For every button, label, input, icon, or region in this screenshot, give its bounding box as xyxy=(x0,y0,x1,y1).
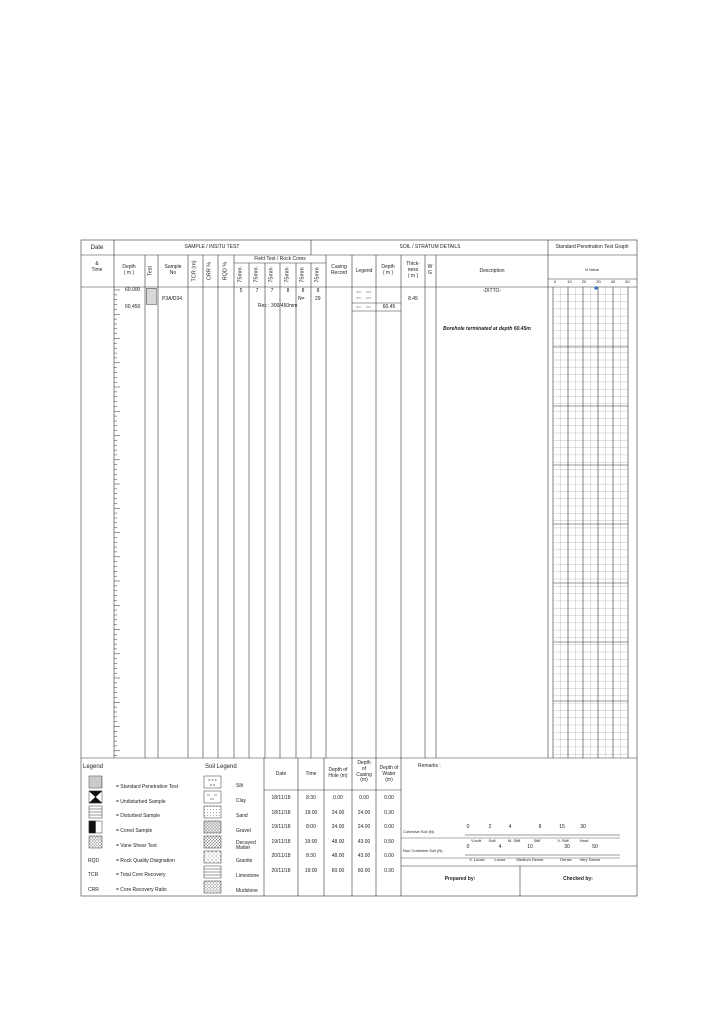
water-header-casing-depth: Depth of Casing (m) xyxy=(356,760,372,784)
undisturbed-sample-icon xyxy=(89,791,102,803)
water-header-time: Time xyxy=(305,771,317,777)
soil-legend-label: Decayed Matter xyxy=(236,840,256,851)
header-spt-graph: Standard Penetration Test Graph xyxy=(555,244,629,250)
soil-legend-label: Silt xyxy=(236,783,243,789)
legend-item-label: = Standard Penetration Test xyxy=(116,784,179,790)
cohesive-tick: 30 xyxy=(580,824,586,830)
water-table-cell: 20/11/18 xyxy=(271,853,291,859)
water-table-cell: 60.00 xyxy=(331,867,345,874)
water-table-cell: 48.00 xyxy=(331,853,345,859)
subheader-depth: Depth ( m ) xyxy=(122,264,136,276)
legend-item-label: = Vane Shear Test xyxy=(116,842,157,849)
log-blow-3: 7 xyxy=(270,288,274,294)
noncohesive-tick: 0 xyxy=(466,844,470,850)
cohesive-term: M. Stiff xyxy=(507,838,521,843)
header-date: Date xyxy=(90,245,104,251)
soil-legend-label: Granite xyxy=(236,858,253,864)
cored-sample-icon xyxy=(89,821,102,833)
water-table-cell: 20/11/18 xyxy=(271,867,291,874)
legend-item-label: = Cored Sample xyxy=(116,828,153,835)
granite-icon xyxy=(204,851,221,863)
decayed-matter-icon xyxy=(204,836,221,848)
graph-tick-label: 30 xyxy=(596,279,601,284)
subheader-tcr: TCR (m) xyxy=(191,260,198,282)
water-table-cell: 8:30 xyxy=(306,853,316,859)
noncohesive-tick: 50 xyxy=(592,844,598,850)
subheader-time: & Time xyxy=(91,261,103,273)
water-table-cell: 0.00 xyxy=(384,824,394,830)
header-sample-insitu: SAMPLE / INSITU TEST xyxy=(184,244,240,250)
log-depth-top: 60.000 xyxy=(125,287,141,293)
subheader-rqd: RQD % xyxy=(222,261,229,281)
graph-tick-label: 20 xyxy=(581,279,587,284)
cohesive-tick: 4 xyxy=(508,824,512,830)
graph-tick-label: 0 xyxy=(553,279,557,284)
stratum-legend-icon xyxy=(353,288,376,303)
noncohesive-tick: 4 xyxy=(498,844,502,850)
subheader-casing-record: Casing Record xyxy=(330,264,348,276)
noncohesive-term: Dense xyxy=(560,857,572,862)
subheader-blow-col-5: 75mm xyxy=(299,267,306,283)
water-table-cell: 43.00 xyxy=(357,853,371,859)
legend-abbr: TCR xyxy=(88,872,99,879)
subheader-thickness: Thick- ness ( m ) xyxy=(406,261,420,279)
water-table-cell: 60.00 xyxy=(357,867,371,874)
cohesive-term: Hard xyxy=(579,838,589,843)
subheader-blow-col-1: 75mm xyxy=(237,267,244,283)
water-table-cell: 19/11/18 xyxy=(271,824,291,830)
soil-legend-label: Mudstone xyxy=(236,888,258,894)
checked-by: Checked by: xyxy=(563,876,593,882)
legend-abbr: RQD xyxy=(88,857,100,864)
log-recovery: Rec : 300/450mm xyxy=(258,303,298,309)
water-table-cell: 0.00 xyxy=(384,853,394,859)
water-header-hole-depth: Depth of Hole (m) xyxy=(328,767,348,779)
noncohesive-term: Very Dense xyxy=(579,857,601,862)
subheader-blow-col-4: 75mm xyxy=(284,267,291,283)
water-table-cell: 0.00 xyxy=(359,795,369,801)
header-soil-stratum: SOIL / STRATUM DETAILS xyxy=(399,244,461,250)
spt-icon xyxy=(89,776,102,788)
cohesive-tick: 0 xyxy=(466,824,470,830)
svg-text:x x x: x x x xyxy=(208,778,217,782)
cohesive-tick: 15 xyxy=(559,824,565,830)
noncohesive-term: V. Loose xyxy=(469,857,485,862)
cohesive-term: V.soft xyxy=(471,838,481,843)
clay-icon xyxy=(204,791,221,803)
log-description: -DITTO- xyxy=(482,288,502,294)
soil-legend-title: Soil Legend xyxy=(205,764,237,770)
soil-legend-label: Limestone xyxy=(236,873,260,879)
disturbed-sample-icon xyxy=(89,806,102,818)
water-table-cell: 19:00 xyxy=(304,809,318,816)
noncohesive-term: Loose xyxy=(494,857,506,862)
log-blow-2: 7 xyxy=(255,288,259,294)
gravel-icon xyxy=(204,821,221,833)
legend-title: Legend xyxy=(83,764,104,770)
soil-legend-label: Gravel xyxy=(236,828,251,834)
subheader-field-test: Field Test / Rock Cores xyxy=(254,256,306,262)
noncohesive-term: Medium Dense xyxy=(516,857,544,862)
subheader-legend: Legend xyxy=(355,268,373,274)
water-table-cell: 19/11/18 xyxy=(271,838,291,845)
soil-legend-label: Sand xyxy=(236,813,248,819)
water-table-cell: 18/11/18 xyxy=(271,795,291,801)
log-blow-1: 5 xyxy=(239,288,243,294)
soil-legend-icons xyxy=(203,775,223,897)
log-blow-5: 8 xyxy=(301,288,305,294)
legend-item-label: = Rock Quality Disignation xyxy=(116,857,175,864)
noncohesive-label: Non Cohesive Soil (N) xyxy=(403,848,443,853)
legend-item-label: = Disturbed Sample xyxy=(116,813,161,820)
spt-n-point xyxy=(593,285,599,291)
cohesive-term: V. Stiff xyxy=(557,838,569,843)
noncohesive-tick: 10 xyxy=(527,844,533,850)
spt-sample-icon xyxy=(146,288,157,305)
log-thickness: 8.45 xyxy=(408,296,418,302)
log-stratum-depth: 60.45 xyxy=(382,304,396,310)
soil-legend-label: Clay xyxy=(236,798,247,804)
water-table-cell: 0.30 xyxy=(384,867,394,874)
log-blow-6: 8 xyxy=(316,288,320,294)
water-table-cell: 24.00 xyxy=(331,809,345,816)
legend-icons xyxy=(88,775,104,887)
water-table-cell: 24.00 xyxy=(357,824,371,830)
silt-icon xyxy=(204,776,221,788)
water-table-cell: 8:00 xyxy=(306,824,316,830)
subheader-blow-col-2: 75mm xyxy=(253,267,260,283)
log-n-label: N= xyxy=(298,296,305,302)
subheader-test: Test xyxy=(147,265,154,277)
sand-icon xyxy=(204,806,221,818)
cohesive-term: Stiff xyxy=(533,838,541,843)
graph-tick-label: 40 xyxy=(610,279,616,284)
subheader-blow-col-3: 75mm xyxy=(268,267,275,283)
water-header-date: Date xyxy=(275,771,287,777)
graph-tick-label: 10 xyxy=(567,279,572,284)
water-table-cell: 0.00 xyxy=(333,795,343,801)
log-termination-note: Borehole terminated at depth 60.45m xyxy=(443,326,531,332)
subheader-description: Description xyxy=(479,268,505,274)
legend-item-label: = Undisturbed Sample xyxy=(116,798,166,805)
legend-item-label: = Core Recovery Ratio xyxy=(116,886,167,893)
log-blow-4: 8 xyxy=(286,288,290,294)
water-table-cell: 18/11/18 xyxy=(271,809,291,816)
subheader-wg: W G xyxy=(427,264,433,276)
water-table-cell: 19:00 xyxy=(304,838,318,845)
water-header-water-depth: Depth of Water (m) xyxy=(379,765,399,783)
water-table-cell: 0.50 xyxy=(384,838,394,845)
water-table-cell: 24.00 xyxy=(357,809,371,816)
water-table-cell: 24.00 xyxy=(331,824,345,830)
subheader-blow-col-6: 75mm xyxy=(314,267,321,283)
log-sample-no: P3A/D34 xyxy=(162,296,183,302)
limestone-icon xyxy=(204,866,221,878)
prepared-by: Prepared by: xyxy=(444,876,476,882)
subheader-stratum-depth: Depth ( m ) xyxy=(381,264,395,276)
subheader-n-value: N Value xyxy=(585,267,599,272)
water-table-cell: 0.00 xyxy=(384,795,394,801)
vane-shear-icon xyxy=(89,836,102,848)
cohesive-tick: 8 xyxy=(538,824,542,830)
graph-tick-label: 50 xyxy=(625,279,630,284)
svg-text:x x: x x xyxy=(209,783,216,787)
legend-abbr: CRR xyxy=(88,886,99,893)
cohesive-label: Cohesive Soil (N) xyxy=(403,829,435,834)
stratum-legend-icon-2 xyxy=(353,303,376,311)
water-table-cell: 8:30 xyxy=(306,795,316,801)
cohesive-tick: 2 xyxy=(488,824,492,830)
water-table-cell: 19:00 xyxy=(304,867,318,874)
log-n-value: 29 xyxy=(315,296,321,302)
mudstone-icon xyxy=(204,881,221,893)
water-table-cell: 43.00 xyxy=(357,838,371,845)
legend-item-label: = Total Core Recovery xyxy=(116,872,166,879)
remarks-title: Remarks : xyxy=(418,763,441,769)
log-depth-bottom: 60.450 xyxy=(125,304,141,310)
water-table-cell: 48.00 xyxy=(331,838,345,845)
water-table-cell: 0.30 xyxy=(384,809,394,816)
subheader-sample-no: Sample No xyxy=(164,264,182,276)
noncohesive-tick: 30 xyxy=(564,844,570,850)
cohesive-term: Soft xyxy=(488,838,496,843)
subheader-crr: CRR % xyxy=(206,261,213,281)
